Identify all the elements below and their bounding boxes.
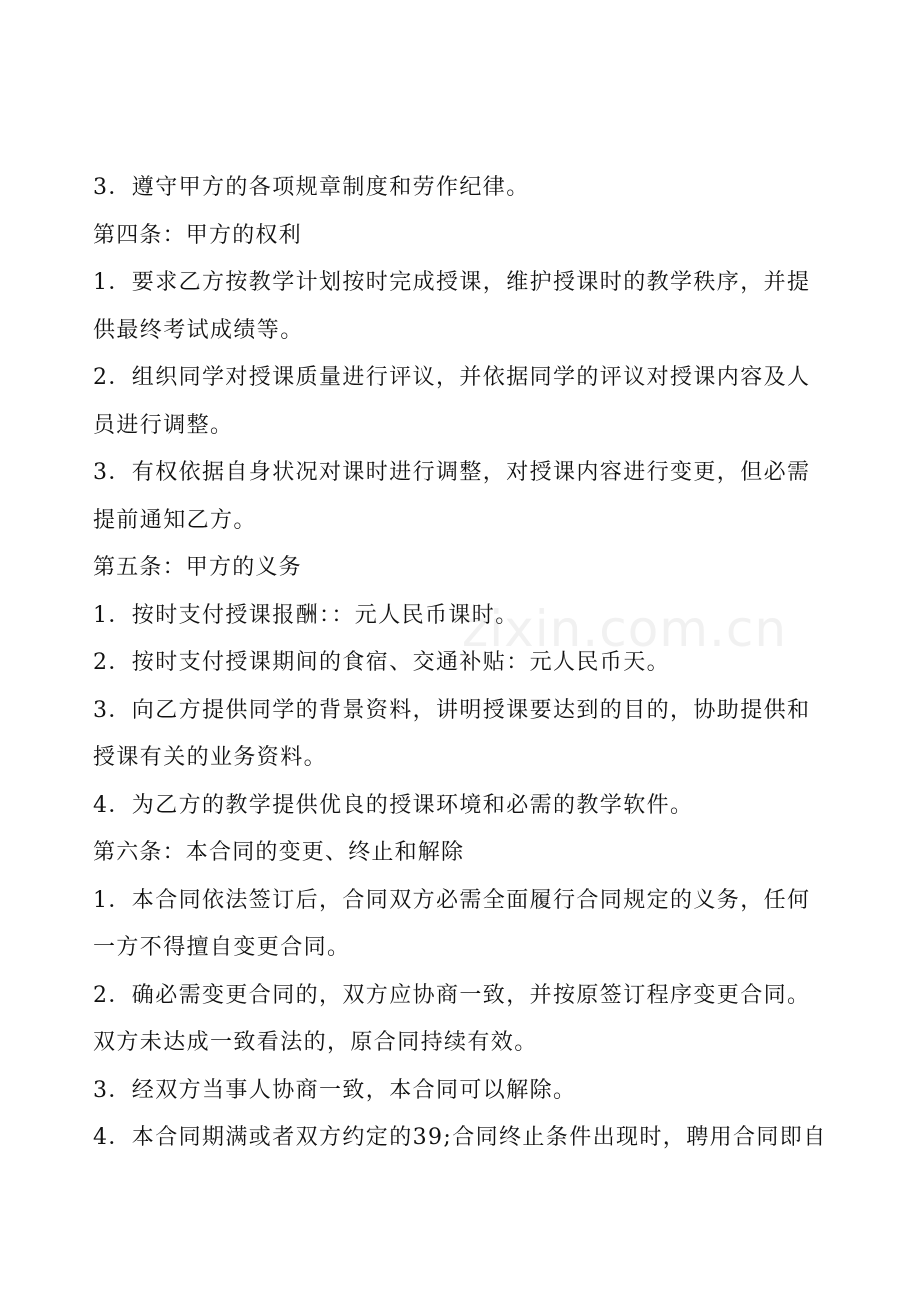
clause-item: 3．经双方当事人协商一致，本合同可以解除。	[93, 1077, 577, 1103]
clause-item: 4．为乙方的教学提供优良的授课环境和必需的教学软件。	[93, 792, 694, 818]
clause-item: 1．按时支付授课报酬：：元人民币课时。	[93, 602, 519, 628]
clause-item: 1．要求乙方按教学计划按时完成授课，维护授课时的教学秩序，并提供最终考试成绩等。	[93, 270, 811, 343]
clause-item: 2．组织同学对授课质量进行评议，并依据同学的评议对授课内容及人员进行调整。	[93, 365, 811, 438]
clause-item: 2．确必需变更合同的，双方应协商一致，并按原签订程序变更合同。双方未达成一致看法的，原合同持续有效。	[93, 982, 811, 1055]
clause-item: 2．按时支付授课期间的食宿、交通补贴：元人民币天。	[93, 650, 670, 675]
article-heading: 第五条：甲方的义务	[93, 555, 302, 580]
article-heading: 第四条：甲方的权利	[93, 222, 302, 248]
article-heading: 第六条：本合同的变更、终止和解除	[93, 840, 465, 865]
contract-body	[93, 164, 828, 1162]
clause-item: 3．向乙方提供同学的背景资料，讲明授课要达到的目的，协助提供和授课有关的业务资料。	[93, 697, 811, 770]
clause-item: 4．本合同期满或者双方约定的39;合同终止条件出现时，聘用合同即自	[93, 1125, 827, 1150]
clause-item: 3．遵守甲方的各项规章制度和劳作纪律。	[93, 175, 530, 200]
watermark: zixin.com.cn	[462, 600, 788, 658]
clause-item: 1．本合同依法签订后，合同双方必需全面履行合同规定的义务，任何一方不得擅自变更合同。	[93, 887, 811, 960]
clause-item: 3．有权依据自身状况对课时进行调整，对授课内容进行变更，但必需提前通知乙方。	[93, 460, 811, 533]
